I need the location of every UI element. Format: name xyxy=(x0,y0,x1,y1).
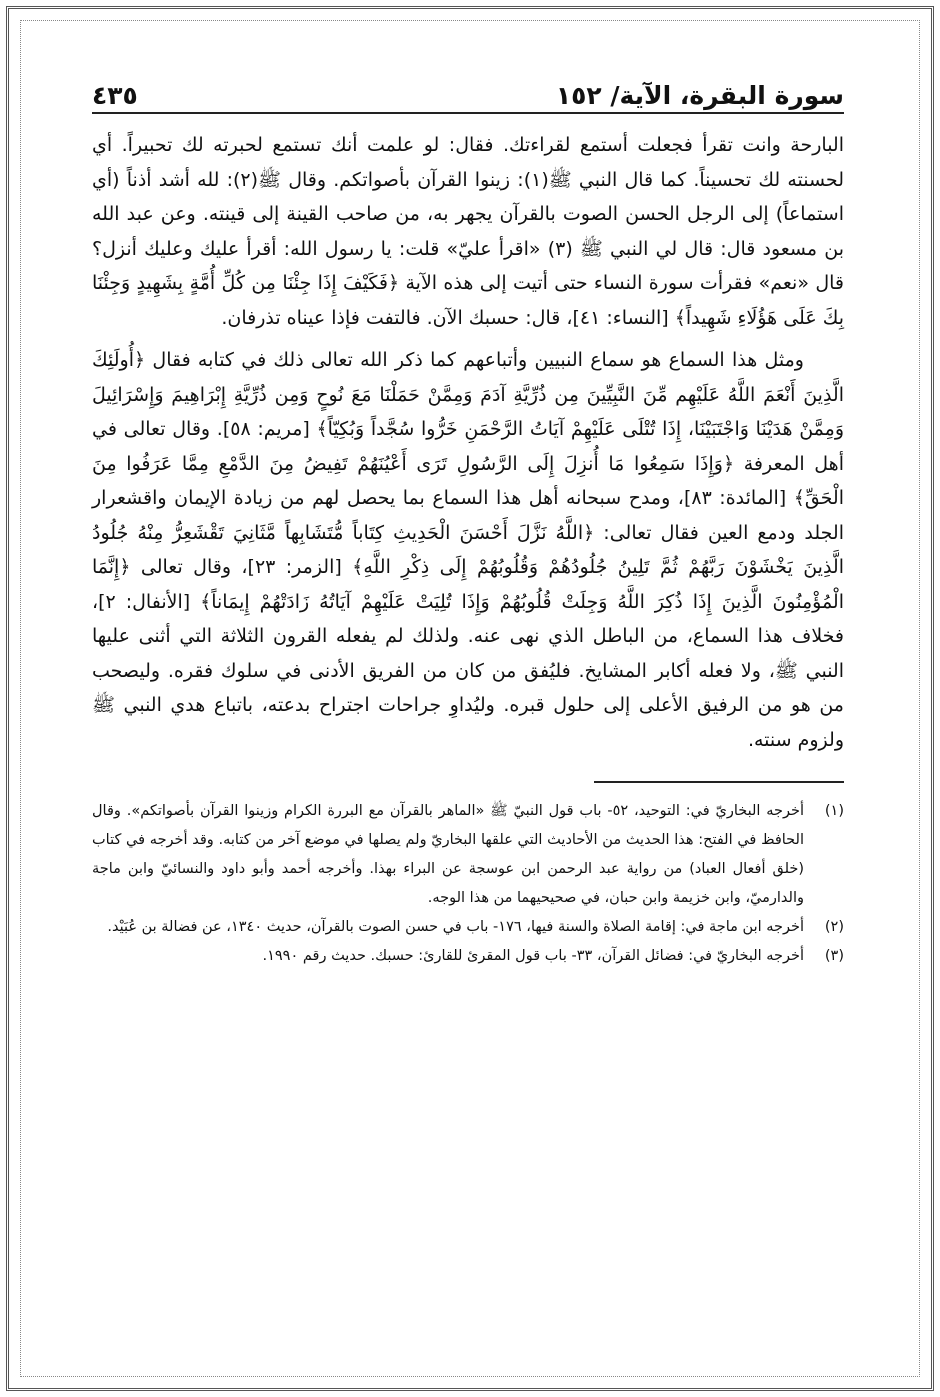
footnote xyxy=(92,913,844,942)
paragraph: ومثل هذا السماع هو سماع النبيين وأتباعهم كما ذكر الله تعالى ذلك في كتابه فقال ﴿أُولَئِكَ الَّذِينَ أَنْعَمَ اللَّهُ عَلَيْهِم مِّنَ النَّبِيِّينَ مِن ذُرِّيَّةِ آدَمَ وَمِمَّنْ حَمَلْنَا مَعَ نُوحٍ وَمِن ذُرِّيَّةِ إِبْرَاهِيمَ وَإِسْرَائِيلَ وَمِمَّنْ هَدَيْنَا وَاجْتَبَيْنَا، إِذَا تُتْلَى عَلَيْهِمْ آيَاتُ الرَّحْمَنِ خَرُّوا سُجَّداً وَبُكِيّاً﴾ [مريم: ٥٨]. وقال تعالى في أهل المعرفة ﴿وَإِذَا سَمِعُوا مَا أُنزِلَ إِلَى الرَّسُولِ تَرَى أَعْيُنَهُمْ تَفِيضُ مِنَ الدَّمْعِ مِمَّا عَرَفُوا مِنَ الْحَقِّ﴾ [المائدة: ٨٣]، ومدح سبحانه أهل هذا السماع بما يحصل لهم من زيادة الإيمان واقشعرار الجلد ودمع العين فقال تعالى: ﴿اللَّهُ نَزَّلَ أَحْسَنَ الْحَدِيثِ كِتَاباً مُّتَشَابِهاً مَّثَانِيَ تَقْشَعِرُّ مِنْهُ جُلُودُ الَّذِينَ يَخْشَوْنَ رَبَّهُمْ ثُمَّ تَلِينُ جُلُودُهُمْ وَقُلُوبُهُمْ إِلَى ذِكْرِ اللَّهِ﴾ [الزمر: ٢٣]، وقال تعالى ﴿إِنَّمَا الْمُؤْمِنُونَ الَّذِينَ إِذَا ذُكِرَ اللَّهُ وَجِلَتْ قُلُوبُهُمْ وَإِذَا تُلِيَتْ عَلَيْهِمْ آيَاتُهُ زَادَتْهُمْ إِيمَاناً﴾ [الأنفال: ٢]، فخلاف هذا السماع، من الباطل الذي نهى عنه. ولذلك لم يفعله القرون الثلاثة التي أثنى عليها النبي ﷺ، ولا فعله أكابر المشايخ. فليُفق من كان من الفريق الأدنى في سلوك فقره. وليصحب من هو من الرفيق الأعلى إلى حلول قبره. وليُداوِ جراحات اجتراح بدعته، باتباع هدي النبي ﷺ ولزوم سنته. xyxy=(92,349,845,751)
footnote xyxy=(92,797,844,913)
footnote-number: (٢) xyxy=(824,919,844,935)
footnote-text: أخرجه البخاريّ في: التوحيد، ٥٢- باب قول النبيّ ﷺ «الماهر بالقرآن مع البررة الكرام وزينوا القرآن بأصواتكم». وقال الحافظ في الفتح: هذا الحديث من الأحاديث التي علقها البخاريّ ولم يصلها في موضع آخر من كتابه. وقد أخرجه في كتاب (خلق أفعال العباد) من رواية عبد الرحمن ابن عوسجة عن البراء بهذا. وأخرجه أحمد وأبو داود والنسائيّ وابن ماجة والدارميّ، وابن خزيمة وابن حبان، في صحيحيهما من هذا الوجه. xyxy=(92,803,804,906)
footnote-number: (١) xyxy=(824,803,844,819)
footnote-number: (٣) xyxy=(824,948,844,964)
footnote-separator xyxy=(594,781,844,783)
page-header xyxy=(92,70,844,114)
page-content xyxy=(92,70,844,1350)
body-text xyxy=(92,128,844,757)
footnotes xyxy=(92,797,844,971)
footnote-text: أخرجه ابن ماجة في: إقامة الصلاة والسنة فيها، ١٧٦- باب في حسن الصوت بالقرآن، حديث ١٣٤٠، عن فضالة بن عُبَيْد. xyxy=(107,919,804,935)
paragraph: البارحة وانت تقرأ فجعلت أستمع لقراءتك. فقال: لو علمت أنك تستمع لحبرته لك تحبيراً. أي لحسنته لك تحسيناً. كما قال النبي ﷺ(١): زينوا القرآن بأصواتكم. وقال ﷺ(٢): لله أشد أذناً (أي استماعاً) إلى الرجل الحسن الصوت بالقرآن يجهر به، من صاحب القينة إلى قينته. وعن عبد الله بن مسعود قال: قال لي النبي ﷺ (٣) «اقرأ عليّ» قلت: يا رسول الله: أقرأ عليك وعليك أنزل؟ قال «نعم» فقرأت سورة النساء حتى أتيت إلى هذه الآية ﴿فَكَيْفَ إِذَا جِئْنَا مِن كُلِّ أُمَّةٍ بِشَهِيدٍ وَجِئْنَا بِكَ عَلَى هَؤُلَاءِ شَهِيداً﴾ [النساء: ٤١]، قال: حسبك الآن. فالتفت فإذا عيناه تذرفان. xyxy=(92,134,844,329)
footnote xyxy=(92,942,844,971)
footnote-text: أخرجه البخاريّ في: فضائل القرآن، ٣٣- باب قول المقرئ للقارئ: حسبك. حديث رقم ١٩٩٠. xyxy=(262,948,804,964)
running-title: سورة البقرة، الآية/ ١٥٢ xyxy=(555,81,844,110)
page-number: ٤٣٥ xyxy=(92,81,138,110)
